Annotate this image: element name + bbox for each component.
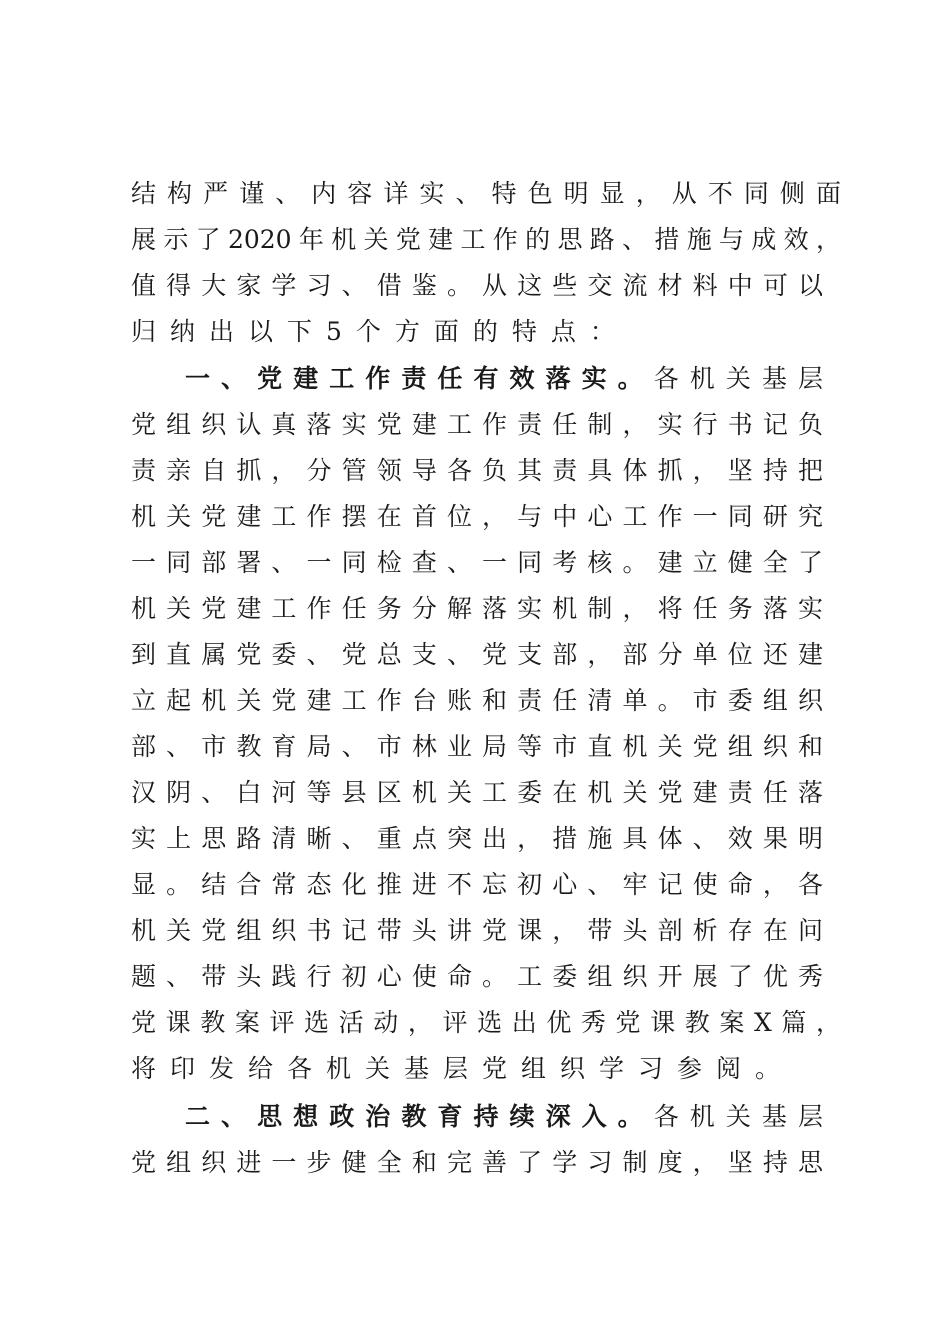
section1-first-line-rest: 各机关基层 [653,364,823,393]
section1-line: 汉阴、白河等县区机关工委在机关党建责任落 [131,778,823,807]
section1-line: 显。结合常态化推进不忘初心、牢记使命，各 [131,870,823,899]
section1-line: 机关党建工作任务分解落实机制，将任务落实 [131,594,823,623]
section1-line: 将印发给各机关基层党组织学习参阅。 [131,1054,795,1083]
section1-line: 一同部署、一同检查、一同考核。建立健全了 [131,548,823,577]
section1-line: 部、市教育局、市林业局等市直机关党组织和 [131,732,823,761]
section1-first-line [185,359,823,399]
section1-line: 立起机关党建工作台账和责任清单。市委组织 [131,686,823,715]
section1-line: 党课教案评选活动，评选出优秀党课教案X篇， [131,1008,841,1037]
section1-line: 机关党建工作摆在首位，与中心工作一同研究 [131,502,823,531]
section1-heading: 一、党建工作责任有效落实。 [185,364,654,393]
section1-line: 实上思路清晰、重点突出，措施具体、效果明 [131,824,823,853]
section1-line: 题、带头践行初心使命。工委组织开展了优秀 [131,962,823,991]
section2-heading: 二、思想政治教育持续深入。 [185,1102,654,1131]
section2-first-line-rest: 各机关基层 [653,1102,823,1131]
intro-line-2: 展示了2020年机关党建工作的思路、措施与成效， [131,225,841,254]
section2-first-line [185,1097,823,1137]
section1-line: 党组织认真落实党建工作责任制，实行书记负 [131,410,823,439]
section1-line: 到直属党委、党总支、党支部，部分单位还建 [131,640,823,669]
intro-line-3: 值得大家学习、借鉴。从这些交流材料中可以 [131,271,823,300]
intro-line-4: 归纳出以下5个方面的特点： [131,317,629,346]
section2-line: 党组织进一步健全和完善了学习制度，坚持思 [131,1148,823,1177]
section1-line: 机关党组织书记带头讲党课，带头剖析存在问 [131,916,823,945]
intro-line-1: 结构严谨、内容详实、特色明显，从不同侧面 [131,179,841,208]
section1-line: 责亲自抓，分管领导各负其责具体抓，坚持把 [131,456,823,485]
